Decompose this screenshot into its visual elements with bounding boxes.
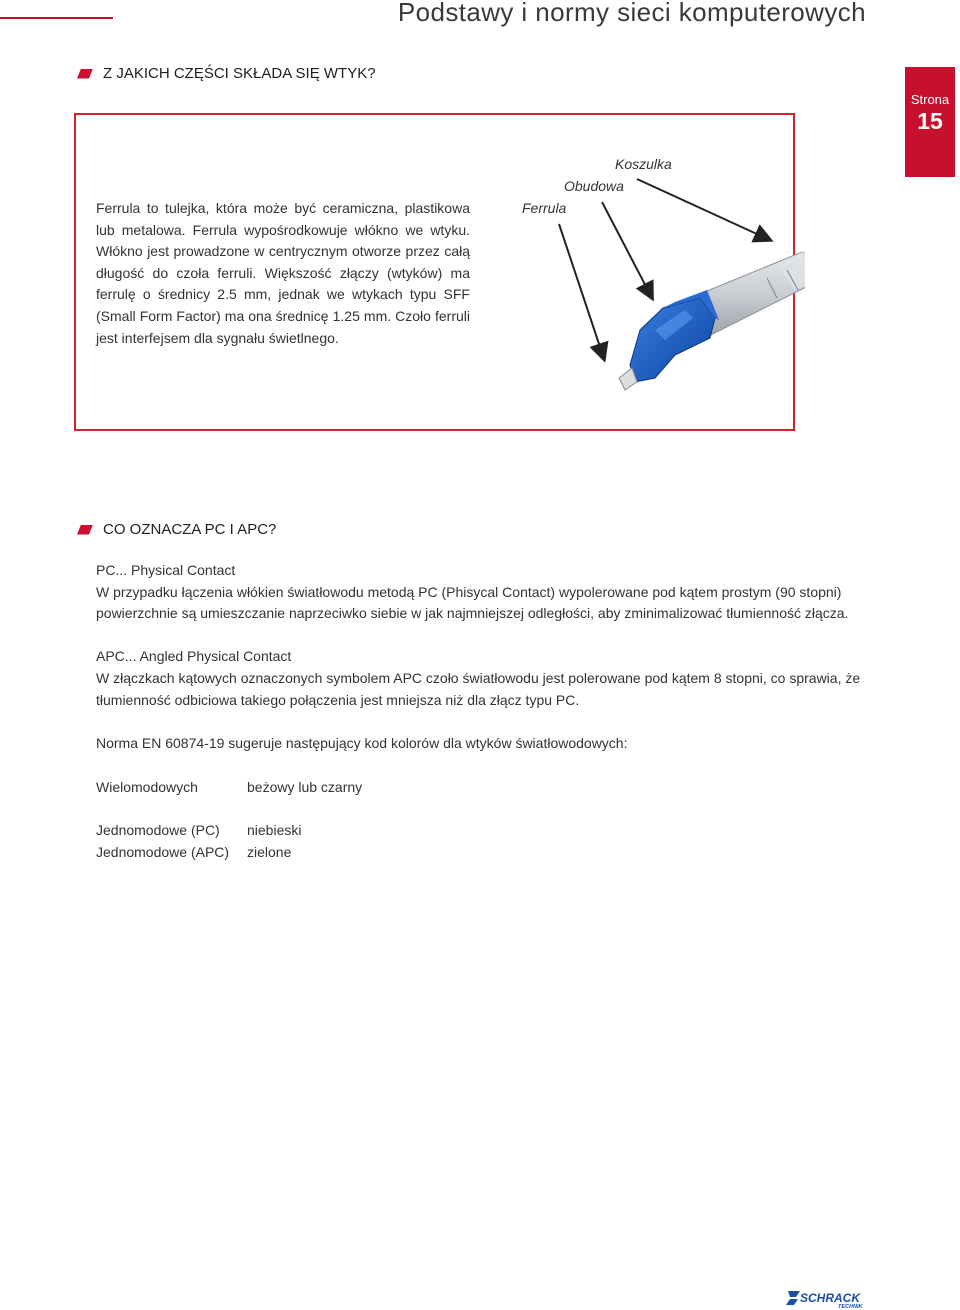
section-title-text: Z JAKICH CZĘŚCI SKŁADA SIĘ WTYK?: [103, 65, 376, 82]
pc-text: W przypadku łączenia włókien światłowodu metodą PC (Phisycal Contact) wypolerowane pod kątem prostym (90 stopni) powierzchnie są umieszczanie naprzeciwko siebie w jak najmniejszej odległości, aby zminimalizować tłumienność złącza.: [96, 583, 849, 622]
label-ferrule: Ferrula: [522, 200, 567, 216]
logo-main-text: SCHRACK: [800, 1291, 860, 1305]
norm-text: Norma EN 60874-19 sugeruje następujący kod kolorów dla wtyków światłowodowych:: [96, 734, 628, 751]
color-code-row: [96, 842, 362, 864]
logo-sub-text: TECHNIK: [838, 1304, 863, 1309]
fiber-color: niebieski: [247, 822, 302, 839]
section-bullet-icon: [77, 69, 93, 79]
header-rule: [0, 17, 113, 19]
connector-illustration: [619, 252, 805, 390]
section-title-text: CO OZNACZA PC I APC?: [103, 521, 277, 538]
color-code-row: [96, 820, 362, 842]
fiber-color: beżowy lub czarny: [247, 779, 363, 795]
page-number-tab: [905, 67, 955, 177]
section-title-connector-parts: [77, 65, 376, 82]
label-boot: Koszulka: [615, 156, 672, 172]
apc-text: W złączkach kątowych oznaczonych symbolem APC czoło światłowodu jest polerowane pod kątem 8 stopni, co sprawia, że tłumienność odbiciowa takiego połączenia jest mniejsza niż dla złącz typu PC.: [96, 669, 861, 708]
pc-heading: PC... Physical Contact: [96, 562, 236, 578]
section-title-pc-apc: [77, 521, 276, 538]
apc-heading: APC... Angled Physical Contact: [96, 648, 292, 665]
fiber-type: Jednomodowe (PC): [96, 822, 220, 839]
page-header-title: Podstawy i normy sieci komputerowych: [397, 0, 866, 27]
fiber-color: zielone: [247, 843, 292, 860]
fiber-type: Wielomodowych: [96, 779, 198, 795]
lc-connector-diagram: [515, 150, 805, 410]
page-number: 15: [917, 108, 943, 134]
arrow-ferrule: [559, 224, 604, 359]
schrack-logo: [786, 1289, 870, 1309]
color-code-table: [96, 777, 362, 863]
fiber-type: Jednomodowe (APC): [96, 843, 230, 860]
color-code-row: [96, 777, 362, 799]
section-bullet-icon: [77, 525, 93, 535]
pc-apc-content: [96, 560, 871, 754]
arrow-housing: [602, 202, 652, 298]
label-housing: Obudowa: [564, 178, 624, 194]
ferrule-description: Ferrula to tulejka, która może być ceramiczna, plastikowa lub metalowa. Ferrula wypośrodkowuje włókno we wtyku. Włókno jest prowadzone w centrycznym otworze przez całą długość do czoła ferruli. Większość złączy (wtyków) ma ferrulę o średnicy 2.5 mm, jednak we wtykach typu SFF (Small Form Factor) ma ona średnicę 1.25 mm. Czoło ferruli jest interfejsem dla sygnału świetlnego.: [96, 200, 470, 346]
page-label: Strona: [910, 92, 950, 107]
arrow-boot: [637, 179, 770, 240]
